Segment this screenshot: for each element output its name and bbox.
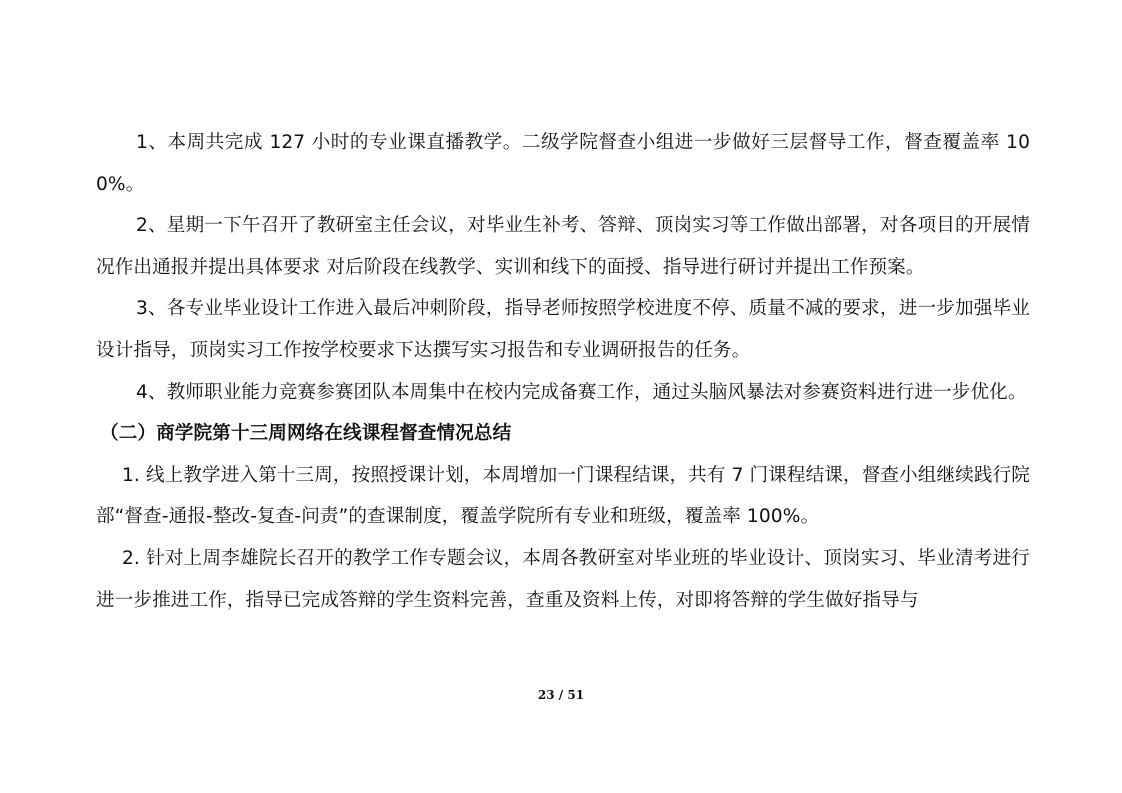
paragraph-1: 1、本周共完成 127 小时的专业课直播教学。二级学院督查小组进一步做好三层督导工作，督查覆盖率 100%。 xyxy=(96,132,1030,195)
page-number: 23 / 51 xyxy=(537,688,585,702)
section-heading: （二）商学院第十三周网络在线课程督查情况总结 xyxy=(100,423,512,445)
paragraph-2: 2、星期一下午召开了教研室主任会议，对毕业生补考、答辩、顶岗实习等工作做出部署，对各项目的开展情况作出通报并提出具体要求 对后阶段在线教学、实训和线下的面授、指导进行研讨并提出工作预案。 xyxy=(96,215,1030,278)
paragraph-4: 4、教师职业能力竞赛参赛团队本周集中在校内完成备赛工作，通过头脑风暴法对参赛资料进行进一步优化。 xyxy=(136,381,1027,403)
paragraph-5: 1. 线上教学进入第十三周，按照授课计划，本周增加一门课程结课，共有 7 门课程结课，督查小组继续践行院部“督查-通报-整改-复查-问责”的查课制度，覆盖学院所有专业和班级，覆盖率 100%。 xyxy=(96,464,1030,528)
paragraph-3: 3、各专业毕业设计工作进入最后冲刺阶段，指导老师按照学校进度不停、质量不减的要求，进一步加强毕业设计指导，顶岗实习工作按学校要求下达撰写实习报告和专业调研报告的任务。 xyxy=(96,298,1030,361)
paragraph-6: 2. 针对上周李雄院长召开的教学工作专题会议，本周各教研室对毕业班的毕业设计、顶岗实习、毕业清考进行进一步推进工作，指导已完成答辩的学生资料完善，查重及资料上传，对即将答辩的学生做好指导与 xyxy=(96,547,1030,611)
document-body xyxy=(96,122,1030,621)
